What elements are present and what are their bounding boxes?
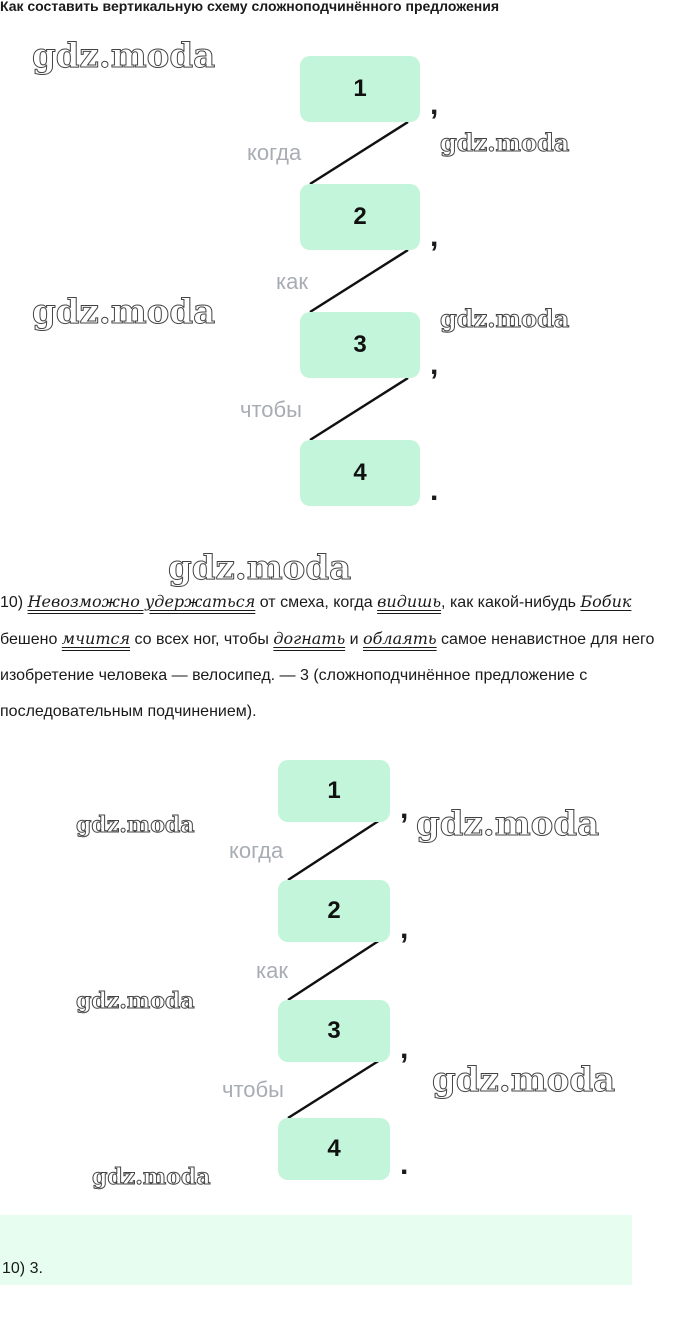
watermark: gdz.moda xyxy=(76,812,195,838)
conjunction-label: как xyxy=(276,269,308,294)
watermark: gdz.moda xyxy=(92,1164,211,1190)
punctuation-mark: , xyxy=(400,1032,409,1065)
punctuation-mark: , xyxy=(400,912,409,945)
watermark: gdz.moda xyxy=(440,304,570,333)
answer-panel xyxy=(0,1215,632,1285)
punctuation-mark: . xyxy=(430,474,439,507)
watermark: gdz.moda xyxy=(416,804,600,844)
predicate-word: видишь xyxy=(377,592,442,611)
sentence-number: 10) xyxy=(0,594,24,611)
conjunction-label: когда xyxy=(247,140,302,165)
subject-word: Бобик xyxy=(580,592,632,611)
predicate-word: мчится xyxy=(61,629,131,648)
predicate-word: Невозможно удержаться xyxy=(27,592,256,611)
conjunction-label: как xyxy=(256,958,288,983)
page-heading: Как составить вертикальную схему сложноподчинённого предложения xyxy=(0,0,500,14)
connector-line xyxy=(310,378,408,440)
clause-box-2: 2 xyxy=(278,880,390,942)
sentence-text: от смеха, когда xyxy=(255,594,378,611)
clause-box-2: 2 xyxy=(300,184,420,250)
watermark: gdz.moda xyxy=(32,36,216,76)
punctuation-mark: . xyxy=(400,1148,409,1181)
sentence-text: , как какой-нибудь xyxy=(441,594,581,611)
conjunction-label: когда xyxy=(229,838,284,863)
clause-box-1: 1 xyxy=(300,56,420,122)
punctuation-mark: , xyxy=(400,792,409,825)
answer-text: 10) 3. xyxy=(2,1260,43,1277)
watermark: gdz.moda xyxy=(76,988,195,1014)
predicate-word: догнать xyxy=(273,629,346,648)
connector-line xyxy=(310,250,408,312)
punctuation-mark: , xyxy=(430,88,439,121)
connector-line xyxy=(310,122,408,184)
clause-box-3: 3 xyxy=(278,1000,390,1062)
conjunction-label: чтобы xyxy=(222,1077,284,1102)
clause-box-1: 1 xyxy=(278,760,390,822)
predicate-word: облаять xyxy=(362,629,437,648)
watermark: gdz.moda xyxy=(440,128,570,157)
sentence-text: и xyxy=(345,631,363,648)
sentence-paragraph xyxy=(0,584,660,730)
sentence-text: самое ненавистное для него изобретение человека — велосипед. — 3 (сложноподчинённое предложение с последовательным подчинением). xyxy=(0,631,655,720)
watermark: gdz.moda xyxy=(32,292,216,332)
clause-box-4: 4 xyxy=(278,1118,390,1180)
punctuation-mark: , xyxy=(430,348,439,381)
punctuation-mark: , xyxy=(430,220,439,253)
watermark: gdz.moda xyxy=(432,1060,616,1100)
clause-box-4: 4 xyxy=(300,440,420,506)
clause-box-3: 3 xyxy=(300,312,420,378)
sentence-text: бешено xyxy=(0,631,62,648)
sentence-text: со всех ног, чтобы xyxy=(130,631,274,648)
watermark: gdz.moda xyxy=(168,548,352,588)
conjunction-label: чтобы xyxy=(240,397,302,422)
